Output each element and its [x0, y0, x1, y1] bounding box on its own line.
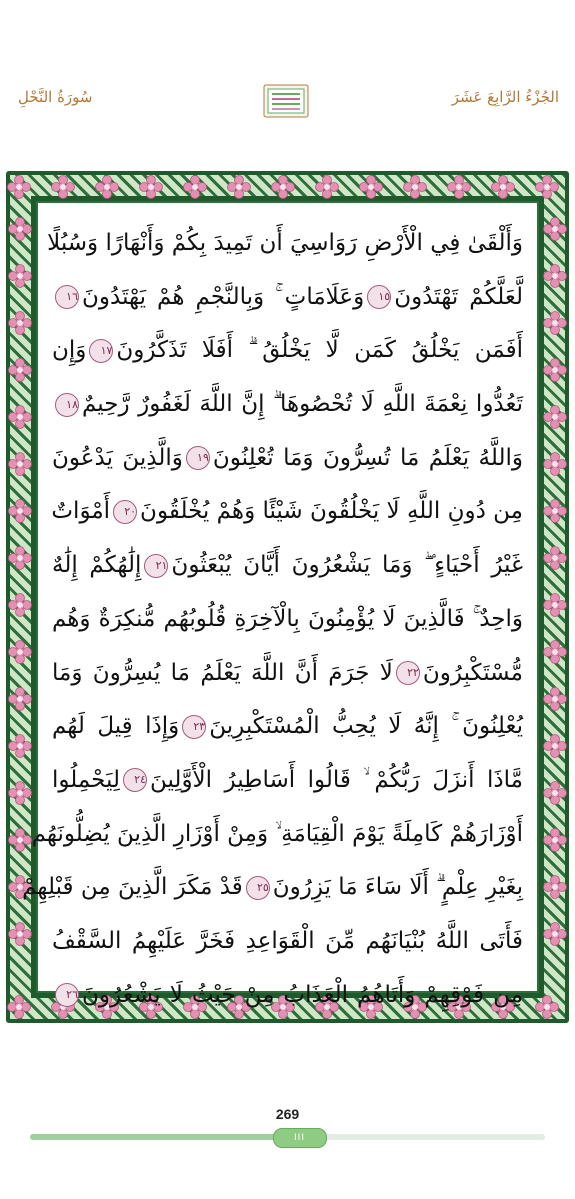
- flower-ornament-icon: [544, 218, 566, 240]
- verse-line: [31, 808, 523, 862]
- verse-text: أَفَمَن يَخْلُقُ كَمَن لَّا يَخْلُقُ ۗ أَفَلَا تَذَكَّرُونَ: [116, 337, 523, 364]
- flower-ornament-icon: [9, 782, 31, 804]
- flower-ornament-icon: [492, 176, 514, 198]
- flower-ornament-icon: [544, 359, 566, 381]
- ayah-number-marker: ٢٢: [396, 661, 420, 685]
- flower-ornament-icon: [272, 176, 294, 198]
- mushaf-emblem-icon: [263, 84, 309, 118]
- verse-text: أَوْزَارَهُمْ كَامِلَةً يَوْمَ الْقِيَامَةِ ۙ وَمِنْ أَوْزَارِ الَّذِينَ يُضِلُّونَهُم: [31, 820, 523, 847]
- verse-text: وَإِذَا قِيلَ لَهُم: [52, 713, 180, 740]
- flower-ornament-icon: [404, 176, 426, 198]
- verse-text: وَالَّذِينَ يَدْعُونَ: [52, 444, 183, 471]
- verse-line: [52, 754, 523, 808]
- ayah-number-marker: ١٧: [89, 339, 113, 363]
- ayah-number-marker: ٢٦: [55, 983, 79, 1007]
- verse-text: مُّسْتَكْبِرُونَ: [422, 659, 523, 686]
- flower-ornament-icon: [9, 923, 31, 945]
- flower-ornament-icon: [544, 547, 566, 569]
- ayah-number-marker: ٢٥: [246, 876, 270, 900]
- verse-text: بِغَيْرِ عِلْمٍ ۗ أَلَا سَاءَ مَا يَزِرُونَ: [272, 874, 523, 901]
- flower-ornament-icon: [544, 406, 566, 428]
- verse-text: غَيْرُ أَحْيَاءٍ ۖ وَمَا يَشْعُرُونَ أَيَّانَ يُبْعَثُونَ: [171, 552, 523, 579]
- verse-text: وَاحِدٌ ۚ فَالَّذِينَ لَا يُؤْمِنُونَ بِالْآخِرَةِ قُلُوبُهُم مُّنكِرَةٌ وَهُم: [52, 605, 523, 632]
- verse-text: مَّاذَا أَنزَلَ رَبُّكُمْ ۙ قَالُوا أَسَاطِيرُ الْأَوَّلِينَ: [149, 766, 523, 793]
- flower-ornament-icon: [9, 406, 31, 428]
- verse-line: [52, 378, 523, 432]
- verse-text: وَاللَّهُ يَعْلَمُ مَا تُسِرُّونَ وَمَا تُعْلِنُونَ: [212, 444, 523, 471]
- flower-ornament-icon: [9, 547, 31, 569]
- verse-line: [52, 915, 523, 969]
- verse-text: لَّعَلَّكُمْ تَهْتَدُونَ: [394, 283, 523, 310]
- flower-ornament-icon: [544, 312, 566, 334]
- flower-ornament-icon: [544, 876, 566, 898]
- flower-ornament-icon: [8, 996, 30, 1018]
- flower-ornament-icon: [544, 782, 566, 804]
- verse-line: [52, 539, 523, 593]
- ayah-number-marker: ١٥: [367, 285, 391, 309]
- flower-ornament-icon: [316, 176, 338, 198]
- flower-ornament-icon: [544, 265, 566, 287]
- flower-ornament-icon: [448, 176, 470, 198]
- ayah-number-marker: ١٩: [186, 446, 210, 470]
- verse-text: وَأَلْقَىٰ فِي الْأَرْضِ رَوَاسِيَ أَن تَمِيدَ بِكُمْ وَأَنْهَارًا وَسُبُلًا: [47, 230, 523, 256]
- verse-line: [52, 432, 523, 486]
- page-number: 269: [275, 1106, 300, 1122]
- slider-grip-icon: III: [294, 1133, 305, 1143]
- flower-ornament-icon: [140, 176, 162, 198]
- flower-ornament-icon: [9, 641, 31, 663]
- page-header: [0, 82, 575, 122]
- verse-text: تَعُدُّوا نِعْمَةَ اللَّهِ لَا تُحْصُوهَا ۗ إِنَّ اللَّهَ لَغَفُورٌ رَّحِيمٌ: [82, 391, 523, 418]
- ayah-number-marker: ٢٤: [123, 768, 147, 792]
- flower-ornament-icon: [544, 923, 566, 945]
- flower-ornament-icon: [9, 218, 31, 240]
- verse-text: قَدْ مَكَرَ الَّذِينَ مِن قَبْلِهِمْ: [22, 874, 243, 901]
- flower-ornament-icon: [52, 176, 74, 198]
- verse-line: [52, 700, 523, 754]
- verse-line: [52, 593, 523, 647]
- verse-text: مِن دُونِ اللَّهِ لَا يَخْلُقُونَ شَيْئًا وَهُمْ يُخْلَقُونَ: [140, 498, 523, 525]
- verse-text: إِلَٰهُكُمْ إِلَٰهٌ: [52, 552, 142, 579]
- flower-ornament-icon: [544, 641, 566, 663]
- verse-text: لِيَحْمِلُوا: [52, 766, 120, 793]
- flower-ornament-icon: [9, 359, 31, 381]
- flower-ornament-icon: [544, 500, 566, 522]
- juz-name: الجُزْءُ الرَّابِعَ عَشَرَ: [451, 88, 559, 106]
- ayah-number-marker: ٢٠: [113, 500, 137, 524]
- flower-ornament-icon: [544, 829, 566, 851]
- flower-ornament-icon: [9, 735, 31, 757]
- verse-text: مِن فَوْقِهِمْ وَأَتَاهُمُ الْعَذَابُ مِنْ حَيْثُ لَا يَشْعُرُونَ: [82, 981, 523, 1008]
- surah-name: سُورَةُ النَّحْلِ: [18, 88, 93, 106]
- verse-text: وَعَلَامَاتٍ ۚ وَبِالنَّجْمِ هُمْ يَهْتَدُونَ: [82, 283, 365, 310]
- flower-ornament-icon: [9, 829, 31, 851]
- quran-text-block: [22, 217, 523, 1022]
- flower-ornament-icon: [9, 500, 31, 522]
- flower-ornament-icon: [228, 176, 250, 198]
- flower-ornament-icon: [184, 176, 206, 198]
- flower-ornament-icon: [544, 594, 566, 616]
- flower-ornament-icon: [9, 594, 31, 616]
- page-slider-thumb[interactable]: [273, 1128, 327, 1148]
- flower-ornament-icon: [360, 176, 382, 198]
- verse-line: [22, 861, 523, 915]
- verse-line: [52, 324, 523, 378]
- flower-ornament-icon: [9, 312, 31, 334]
- verse-text: يُعْلِنُونَ ۚ إِنَّهُ لَا يُحِبُّ الْمُسْتَكْبِرِينَ: [209, 713, 523, 740]
- page-progress-fill: [30, 1134, 288, 1140]
- ayah-number-marker: ١٦: [55, 285, 79, 309]
- flower-ornament-icon: [544, 688, 566, 710]
- flower-ornament-icon: [9, 265, 31, 287]
- ayah-number-marker: ٢٣: [182, 715, 206, 739]
- verse-line: [47, 217, 523, 271]
- flower-ornament-icon: [96, 176, 118, 198]
- flower-ornament-icon: [536, 996, 558, 1018]
- flower-ornament-icon: [544, 453, 566, 475]
- verse-line: [52, 485, 523, 539]
- flower-ornament-icon: [544, 735, 566, 757]
- flower-ornament-icon: [9, 453, 31, 475]
- verse-text: أَمْوَاتٌ: [51, 498, 111, 525]
- verse-text: فَأَتَى اللَّهُ بُنْيَانَهُم مِّنَ الْقَوَاعِدِ فَخَرَّ عَلَيْهِمُ السَّقْفُ: [52, 927, 523, 954]
- ayah-number-marker: ١٨: [55, 393, 79, 417]
- flower-ornament-icon: [536, 176, 558, 198]
- verse-text: لَا جَرَمَ أَنَّ اللَّهَ يَعْلَمُ مَا يُسِرُّونَ وَمَا: [52, 659, 393, 686]
- ayah-number-marker: ٢١: [144, 554, 168, 578]
- flower-ornament-icon: [8, 176, 30, 198]
- verse-line: [52, 271, 523, 325]
- verse-line: [52, 647, 523, 701]
- verse-text: وَإِن: [52, 337, 87, 364]
- verse-line: [52, 969, 523, 1023]
- flower-ornament-icon: [9, 688, 31, 710]
